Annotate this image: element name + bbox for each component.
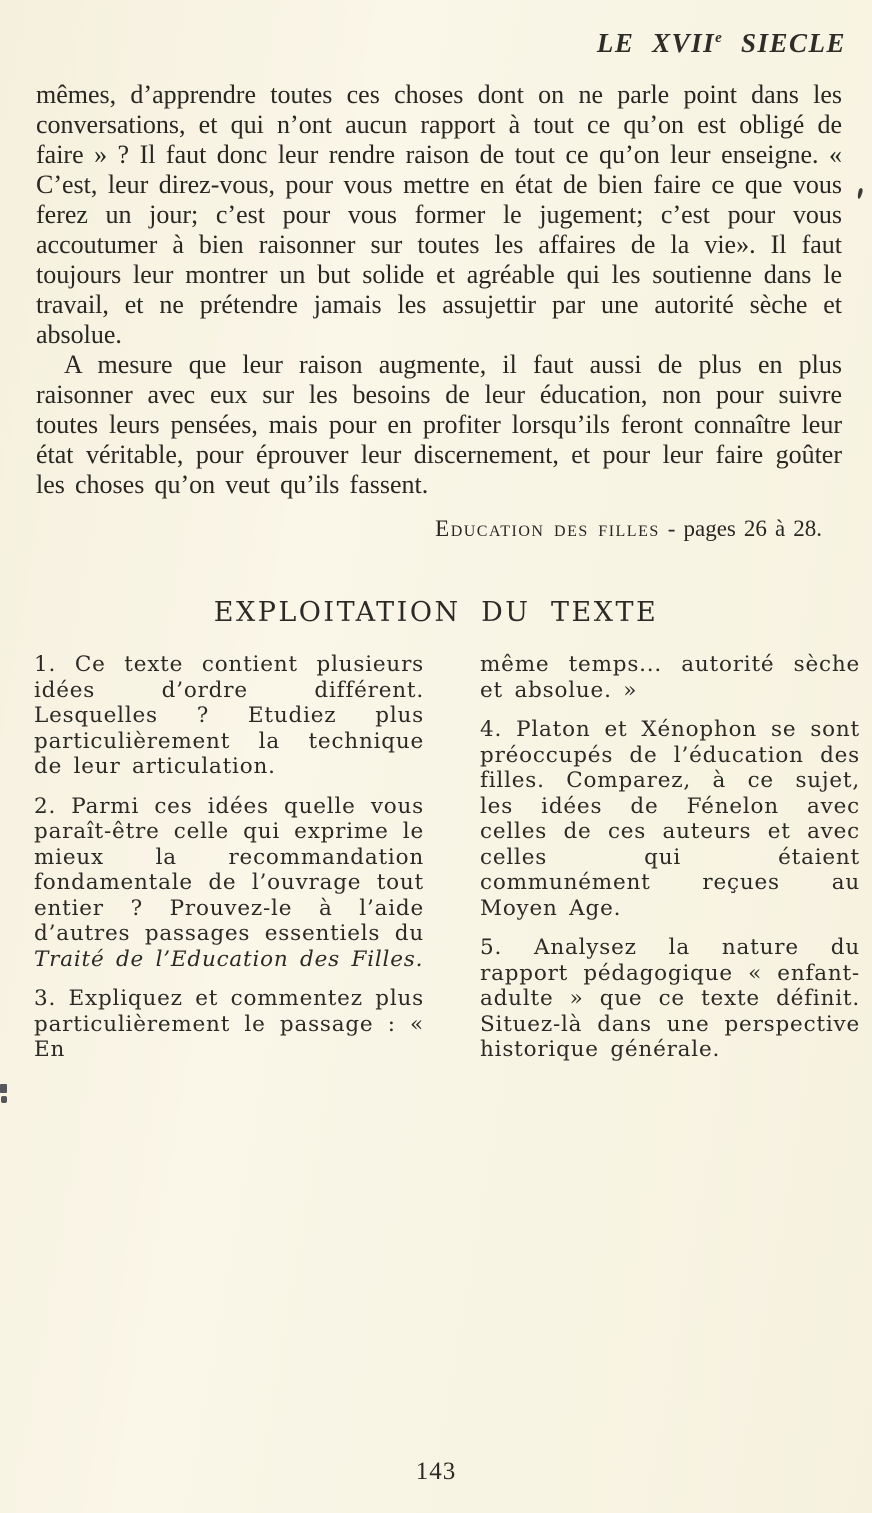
question-2 <box>34 794 424 973</box>
running-head-title-rest: SIECLE <box>723 28 846 58</box>
questions-section <box>34 652 860 1077</box>
question-3: 3. Expliquez et commentez plus particulièrement le passage : « En <box>34 986 424 1062</box>
running-head-title: LE XVII <box>596 28 716 58</box>
ink-speck <box>0 1084 7 1093</box>
excerpt-paragraph-2: A mesure que leur raison augmente, il faut aussi de plus en plus raisonner avec eux sur les besoins de leur éducation, non pour suivre toutes leurs pensées, mais pour en profiter lorsqu’ils feront connaître leur état véritable, pour éprouver leur discernement, et pour leur faire goûter les choses qu’on veut qu’ils fassent. <box>36 350 842 499</box>
running-head <box>597 28 846 59</box>
source-attribution <box>36 514 822 544</box>
ink-speck <box>857 188 864 200</box>
questions-column-left <box>34 652 424 1077</box>
source-pages: - pages 26 à 28. <box>659 516 822 541</box>
running-head-superscript: e <box>715 30 724 46</box>
question-4: 4. Platon et Xénophon se sont préoccupés de l’éducation des filles. Comparez, à ce sujet, les idées de Fénelon avec celles de ces auteurs et avec celles qui étaient communément reçues au Moyen Age. <box>480 717 860 921</box>
ink-speck <box>1 1096 7 1103</box>
source-title: Education des filles <box>435 516 660 541</box>
section-title: EXPLOITATION DU TEXTE <box>213 597 659 628</box>
text-excerpt <box>36 80 842 544</box>
question-2-italic-title: Traité de l’Education des Filles. <box>34 946 424 972</box>
page-number: 143 <box>415 1458 457 1485</box>
question-3-continuation: même temps... autorité sèche et absolue. » <box>480 652 860 703</box>
questions-column-right <box>480 652 860 1077</box>
question-1: 1. Ce texte contient plusieurs idées d’ordre différent. Lesquelles ? Etudiez plus particulièrement la technique de leur articulation. <box>34 652 424 779</box>
excerpt-paragraph-1: mêmes, d’apprendre toutes ces choses dont on ne parle point dans les conversations, et qui n’ont aucun rapport à tout ce qu’on est obligé de faire » ? Il faut donc leur rendre raison de tout ce qu’on leur enseigne. « C’est, leur direz-vous, pour vous mettre en état de bien faire ce que vous ferez un jour; c’est pour vous former le jugement; c’est pour vous accoutumer à bien raisonner sur toutes les affaires de la vie». Il faut toujours leur montrer un but solide et agréable qui les soutienne dans le travail, et ne prétendre jamais les assujettir par une autorité sèche et absolue. <box>36 80 842 349</box>
question-2-text: 2. Parmi ces idées quelle vous paraît-être celle qui exprime le mieux la recommandation fondamentale de l’ouvrage tout entier ? Prouvez-le à l’aide d’autres passages essentiels du <box>34 793 424 946</box>
question-5: 5. Analysez la nature du rapport pédagogique « enfant-adulte » que ce texte définit. Situez-là dans une perspective historique générale. <box>480 935 860 1062</box>
